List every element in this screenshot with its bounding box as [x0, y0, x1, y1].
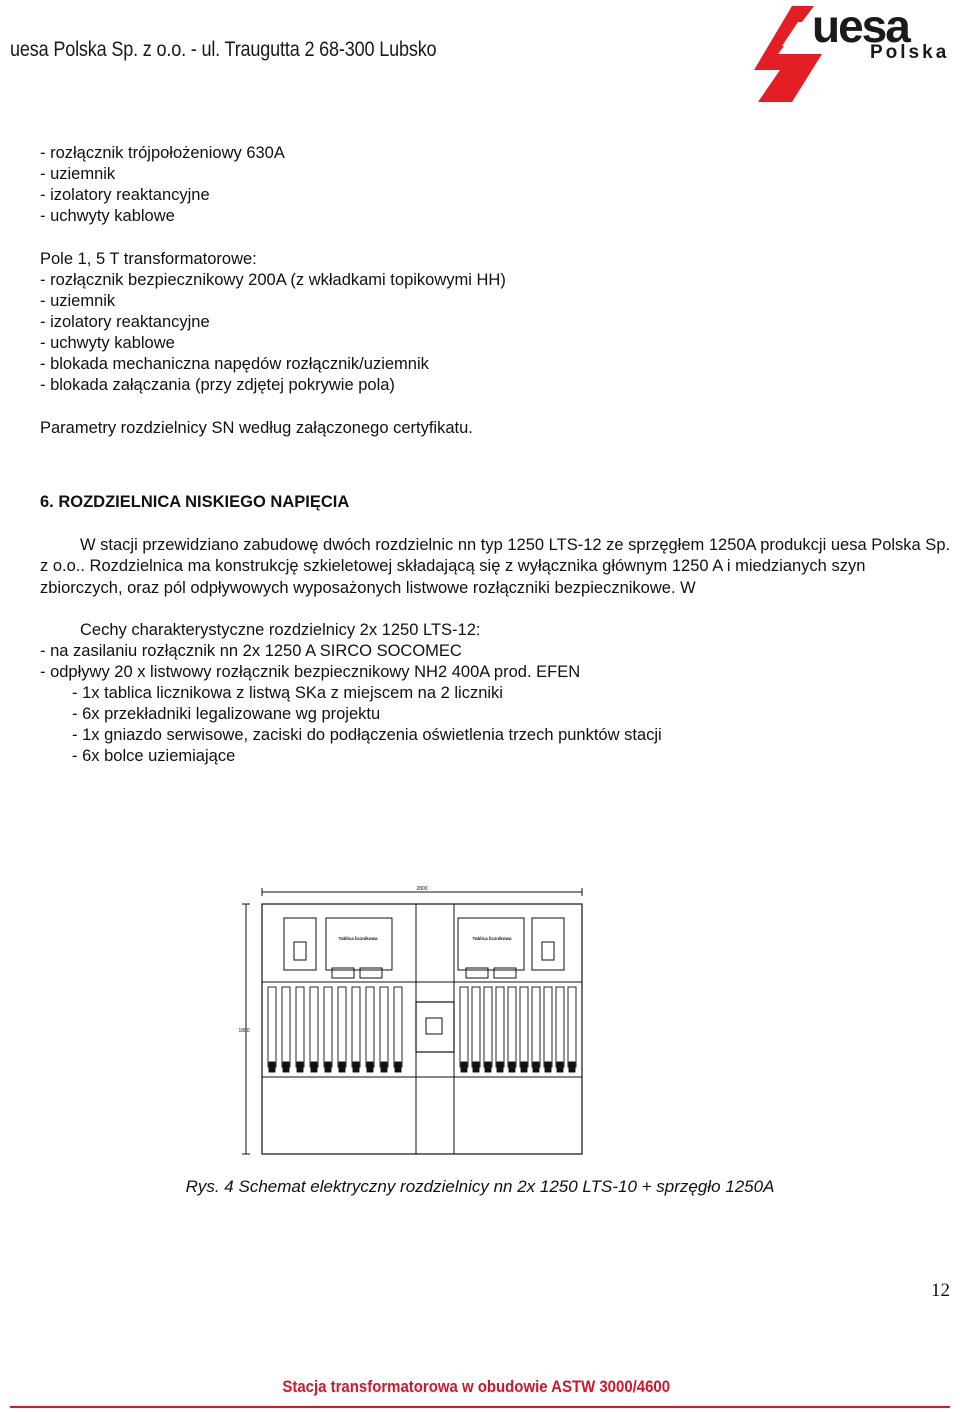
meter-cabinet-left	[284, 918, 316, 970]
feature-item: - 1x tablica licznikowa z listwą SKa z miejscem na 2 liczniki	[72, 684, 503, 702]
parameters-line: Parametry rozdzielnicy SN według załączonego certyfikatu.	[40, 419, 473, 437]
list-item: - izolatory reaktancyjne	[40, 313, 210, 331]
features-title: Cechy charakterystyczne rozdzielnicy 2x 1250 LTS-12:	[80, 621, 481, 639]
left-panel-label: Tablica licznikowa	[338, 936, 378, 941]
logo-text: uesa	[812, 2, 909, 52]
list-item: - uziemnik	[40, 292, 116, 310]
right-panel-label: Tablica licznikowa	[472, 936, 512, 941]
list-item: - blokada mechaniczna napędów rozłącznik/uziemnik	[40, 355, 429, 373]
list-item: - izolatory reaktancyjne	[40, 186, 210, 204]
header-company-address: uesa Polska Sp. z o.o. - ul. Traugutta 2 68-300 Lubsko	[10, 38, 437, 61]
feature-item: - na zasilaniu rozłącznik nn 2x 1250 A SIRCO SOCOMEC	[40, 642, 462, 660]
list-item: - rozłącznik bezpiecznikowy 200A (z wkładkami topikowymi HH)	[40, 271, 506, 289]
feature-item: - 6x przekładniki legalizowane wg projektu	[72, 705, 381, 723]
feature-item: - 1x gniazdo serwisowe, zaciski do podłączenia oświetlenia trzech punktów stacji	[72, 726, 662, 744]
section-paragraph	[40, 535, 952, 599]
logo-subtext: Polska	[870, 42, 950, 63]
switchboard-diagram	[236, 882, 596, 1162]
list-item: - uziemnik	[40, 165, 116, 183]
figure-caption: Rys. 4 Schemat elektryczny rozdzielnicy nn 2x 1250 LTS-10 + sprzęgło 1250A	[185, 1177, 775, 1196]
uesa-polska-logo	[752, 2, 958, 106]
fuse-strips-right	[460, 987, 576, 1072]
section-heading: 6. ROZDZIELNICA NISKIEGO NAPIĘCIA	[40, 493, 350, 511]
fuse-strips-left	[268, 987, 402, 1072]
meter-cabinet-right	[458, 918, 524, 970]
list-item: - uchwyty kablowe	[40, 207, 175, 225]
feature-item: - 6x bolce uziemiające	[72, 747, 236, 765]
list-item: - blokada załączania (przy zdjętej pokrywie pola)	[40, 376, 395, 394]
footer-divider	[10, 1406, 950, 1408]
feature-item: - odpływy 20 x listwowy rozłącznik bezpiecznikowy NH2 400A prod. EFEN	[40, 663, 581, 681]
coupler-breaker	[416, 1002, 454, 1052]
dimension-label-width: 2800	[416, 886, 428, 892]
section-paragraph-text: W stacji przewidziano zabudowę dwóch rozdzielnic nn typ 1250 LTS-12 ze sprzęgłem 1250A produkcji uesa Polska Sp. z o.o.. Rozdzielnica ma konstrukcję szkieletowej składającą się z wyłącznika głównym 1250 A i miedzianych szyn zbiorczych, oraz pól odpływowych wyposażonych listwowe rozłączniki bezpiecznikowe. W	[40, 536, 951, 597]
list-item: - rozłącznik trójpołożeniowy 630A	[40, 144, 285, 162]
list-item: - uchwyty kablowe	[40, 334, 175, 352]
page-number: 12	[931, 1280, 950, 1301]
dimension-label-height: 1800	[238, 1028, 250, 1034]
list-title: Pole 1, 5 T transformatorowe:	[40, 250, 257, 268]
footer-title: Stacja transformatorowa w obudowie ASTW 3000/4600	[282, 1377, 671, 1396]
